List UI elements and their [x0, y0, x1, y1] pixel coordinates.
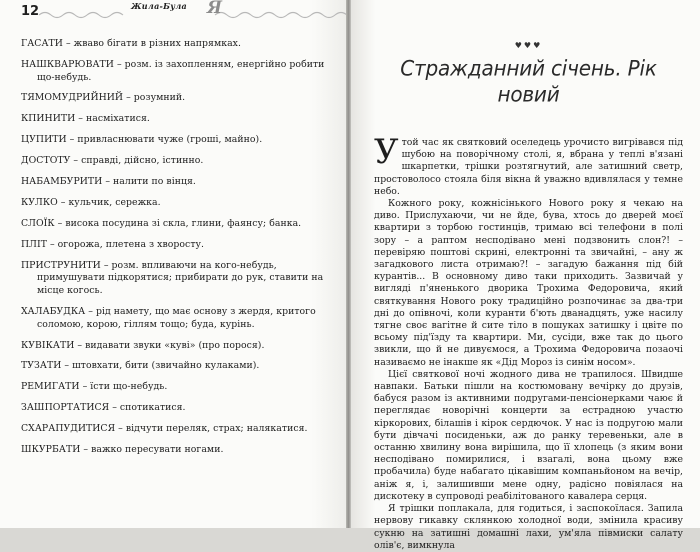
- glossary-entry: ШКУРБАТИ – важко пересувати ногами.: [21, 443, 224, 455]
- glossary-entry: ХАЛАБУДКА – рід намету, що має основу з жердя, критого соломою, корою, гіллям тощо; буда, курінь.: [21, 305, 316, 330]
- right-page: [351, 0, 700, 551]
- glossary-list: [21, 38, 328, 457]
- glossary-entry: КПИНИТИ – насміхатися.: [21, 113, 150, 125]
- page-number: 12: [21, 4, 40, 19]
- glossary-entry: НАБАМБУРИТИ – налити по вінця.: [21, 176, 196, 188]
- paragraph-text: той час як святковий оселедець урочисто вигрівався під шубою на поворічному столі, я, вбрана у теплі в'язані шкарпетки, трішки розтягнутий, але затишний светр, простоволосо стояла біля вікна й уважно вдивлялася у темне небо.: [374, 137, 683, 197]
- paragraph: Кожного року, кожнісінького Нового року я чекаю на диво. Прислухаючи, чи не йде, бува, хтось до дверей моєї квартири з торбою гостинців, тримаю всі телефони в полі зору – а раптом несподівано мені подзвонить слон?! – перевіряю поштові скрині, електронні та звичайні, – ану ж загадкового листа отримаю?! – загадую бажання під бій курантів... В основному диво таки приходить. Зазвичай у вигляді п'яненького дворика Трохима Федоровича, який святкування Нового року традиційно розпочинає за два-три дні до опівночі, коли куранти б'ють дванадцять, уже насилу тягне своє вагітне й сите тіло в пошуках затишку і цвіте по всьому під'їзду та квартири. Ми, сусіди, вже так до цього звикли, що й не дивуємося, а Трохима Федоровича позаочі називаємо не інакше як «Дід Мороз із синім носом».: [374, 198, 683, 368]
- glossary-entry: ПЛІТ – огорожа, плетена з хворосту.: [21, 238, 205, 250]
- paragraph: [374, 132, 683, 198]
- glossary-entry: КУВІКАТИ – видавати звуки «куві» (про порося).: [21, 339, 265, 351]
- chapter-title: Стражданний січень. Рік новий: [400, 55, 657, 107]
- glossary-entry: РЕМИГАТИ – їсти що-небудь.: [21, 381, 168, 393]
- glossary-entry: ПРИСТРУНИТИ – розм. впливаючи на кого-небудь, примушувати підкорятися; прибирати до рук, ставити на місце когось.: [21, 259, 324, 297]
- glossary-entry: ЗАШПОРТАТИСЯ – спотикатися.: [21, 402, 186, 414]
- glossary-entry: СЛОЇК – висока посудина зі скла, глини, фаянсу; банка.: [21, 217, 302, 229]
- glossary-entry: ЦУПИТИ – привласнювати чуже (гроші, майно).: [21, 134, 263, 146]
- paragraph: Я трішки поплакала, для годиться, і заспокоїлася. Запила нервову гикавку склянкою холодної води, змінила красиву сукню на затишні домашні лахи, ум'яла півмиски салату олів'є, вимкнула: [374, 503, 683, 551]
- glossary-entry: СХАРАПУДИТИСЯ – відчути переляк, страх; налякатися.: [21, 423, 308, 435]
- left-page-header: [21, 0, 328, 32]
- glossary-entry: ТЯМОМУДРИЙНИЙ – розумний.: [21, 92, 186, 104]
- chapter-body: [374, 132, 683, 552]
- glossary-entry: ГАСАТИ – жваво бігати в різних напрямках.: [21, 38, 241, 49]
- glossary-entry: НАШКВАРЮВАТИ – розм. із захопленням, енергійно робити що-небудь.: [21, 58, 325, 83]
- glossary-entry: ТУЗАТИ – штовхати, бити (звичайно кулаками).: [21, 360, 260, 372]
- glossary-entry: КУЛКО – кульчик, сережка.: [21, 196, 161, 208]
- wave-ornament-icon: [39, 10, 349, 20]
- drop-cap: У: [374, 132, 399, 172]
- running-head-letter: Я: [207, 0, 222, 18]
- paragraph: Цієї святкової ночі жодного дива не трапилося. Швидше навпаки. Батьки пішли на костюмовану вечірку до друзів, бабуся разом із активними подругами-пенсіонерками чаює й переглядає новорічні концерти за естрадною участю кіркорових, білашів і кірок сердючок. У нас із подругою мали бути дівчачі посиденьки, аж до ранку теревеньки, але в останню хвилину вона вирішила, що її хлопець (з яким вони несподівано помирилися, і взагалі, вона цьому вже пробачила) буде набагато цікавішим компаньйоном на вечір, аніж я, і, залишивши мене одну, радісно повіялася на дискотеку в супроводі реабілітованого кавалера серця.: [374, 368, 683, 502]
- left-page: [0, 0, 346, 528]
- running-head: Жила-Була: [131, 1, 188, 11]
- glossary-entry: ДОСТОТУ – справді, дійсно, істинно.: [21, 155, 204, 167]
- hearts-ornament-icon: ♥♥♥: [514, 41, 543, 50]
